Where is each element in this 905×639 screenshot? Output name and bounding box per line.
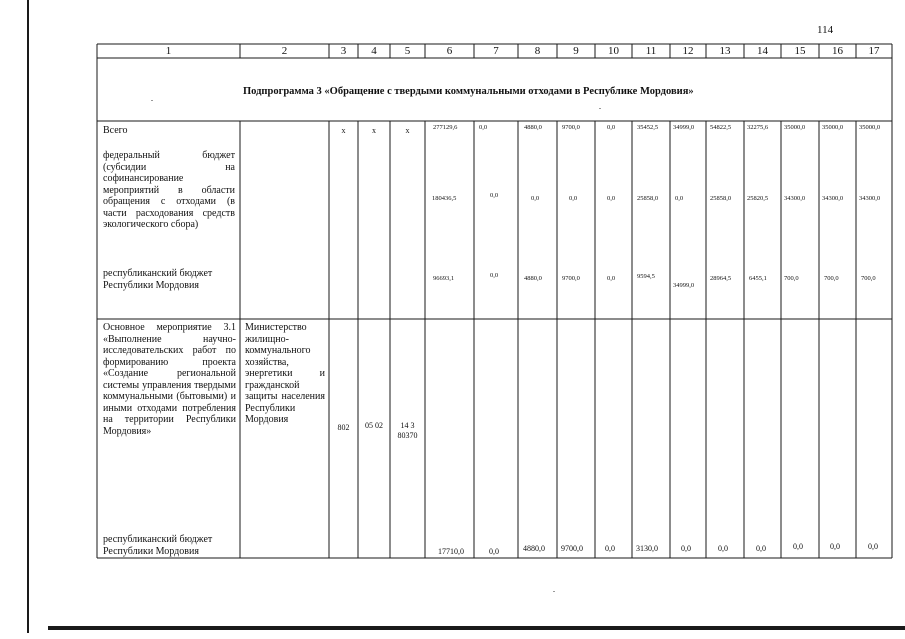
cell-federal-col9: 0,0 [569, 195, 578, 202]
cell-republican-col9: 9700,0 [562, 275, 580, 282]
column-header: 8 [534, 45, 541, 57]
row-label-measure-republican: республиканский бюджет Республики Мордовия [103, 534, 213, 557]
cell-republican-col13: 28964,5 [710, 275, 732, 282]
cell-total-col15: 35000,0 [784, 124, 806, 131]
column-header: 15 [794, 45, 806, 57]
cell-federal-col11: 25858,0 [637, 195, 659, 202]
cell-measure-rep-col12: 0,0 [681, 544, 691, 553]
cell-total-col3: х [341, 126, 346, 135]
cell-measure-rep-col14: 0,0 [756, 544, 766, 553]
cell-total-col4: х [372, 126, 376, 135]
cell-measure-rep-col17: 0,0 [868, 542, 878, 551]
cell-measure-rep-col13: 0,0 [718, 544, 728, 553]
cell-total-col16: 35000,0 [822, 124, 844, 131]
cell-federal-col14: 25820,5 [747, 195, 769, 202]
column-header: 5 [404, 45, 411, 57]
column-header: 16 [832, 45, 843, 57]
column-header: 6 [446, 45, 453, 57]
cell-measure-col5: 14 3 80370 [397, 421, 418, 440]
cell-federal-col10: 0,0 [607, 195, 616, 202]
cell-measure-rep-col7: 0,0 [489, 547, 499, 556]
cell-measure-rep-col11: 3130,0 [636, 544, 658, 553]
cell-republican-col16: 700,0 [824, 275, 839, 282]
cell-federal-col7: 0,0 [490, 192, 499, 199]
column-header: 12 [682, 45, 694, 57]
column-header: 1 [165, 45, 172, 57]
row-label-measure-3-1: Основное мероприятие 3.1 «Выполнение научно-исследовательских работ по формированию проекта «Создание региональной системы управления твердыми коммунальными (бытовыми) и иными отходами потребления на территории Республики Мордовия» [103, 322, 236, 437]
column-header: 13 [719, 45, 731, 57]
cell-total-col12: 34999,0 [673, 124, 695, 131]
cell-total-col11: 35452,5 [637, 124, 659, 131]
cell-republican-col8: 4880,0 [524, 275, 542, 282]
cell-total-col6: 277129,6 [433, 124, 458, 131]
column-header: 14 [757, 45, 768, 57]
cell-measure-rep-col16: 0,0 [830, 542, 840, 551]
cell-total-col17: 35000,0 [859, 124, 881, 131]
cell-measure-rep-col8: 4880,0 [523, 544, 545, 553]
cell-total-col13: 54822,5 [710, 124, 732, 131]
row-label-federal: федеральный бюджет (субсидии на софинансирование мероприятий в области обращения с отходами (в части расходования средств экологического сбора) [103, 150, 235, 230]
cell-measure-col3: 802 [337, 423, 350, 432]
cell-federal-col15: 34300,0 [784, 195, 806, 202]
cell-total-col7: 0,0 [479, 124, 488, 131]
cell-republican-col12: 34999,0 [673, 282, 695, 289]
column-header: 4 [371, 45, 377, 57]
cell-total-col9: 9700,0 [562, 124, 580, 131]
column-header: 2 [281, 45, 288, 57]
subprogram-title: Подпрограмма 3 «Обращение с твердыми коммунальными отходами в Республике Мордовия» [243, 86, 694, 97]
cell-federal-col16: 34300,0 [822, 195, 844, 202]
cell-republican-col14: 6455,1 [749, 275, 767, 282]
cell-federal-col17: 34300,0 [859, 195, 881, 202]
column-header: 7 [493, 45, 499, 57]
page-number: 114 [817, 24, 834, 36]
row-label-republican: республиканский бюджет Республики Мордовия [103, 268, 213, 291]
cell-republican-col7: 0,0 [490, 272, 499, 279]
cell-total-col5: х [405, 126, 410, 135]
cell-measure-rep-col10: 0,0 [605, 544, 615, 553]
cell-federal-col13: 25858,0 [710, 195, 732, 202]
cell-measure-rep-col6: 17710,0 [438, 547, 464, 556]
cell-total-col8: 4880,0 [524, 124, 542, 131]
cell-federal-col8: 0,0 [531, 195, 540, 202]
cell-federal-col6: 180436,5 [432, 195, 457, 202]
cell-republican-col11: 9594,5 [637, 273, 655, 280]
column-header: 9 [573, 45, 579, 57]
row-label-total: Всего [103, 125, 128, 136]
cell-measure-col4: 05 02 [365, 421, 383, 430]
cell-measure-rep-col9: 9700,0 [561, 544, 583, 553]
cell-federal-col12: 0,0 [675, 195, 684, 202]
cell-total-col14: 32275,6 [747, 124, 769, 131]
column-header: 17 [868, 45, 880, 57]
column-header: 10 [608, 45, 619, 57]
cell-measure-rep-col15: 0,0 [793, 542, 803, 551]
column-header: 11 [645, 45, 657, 57]
cell-republican-col10: 0,0 [607, 275, 616, 282]
executor-ministry: Министерство жилищно-коммунального хозяйства, энергетики и гражданской защиты населения Республики Мордовия [245, 322, 325, 425]
column-header: 3 [340, 45, 347, 57]
cell-total-col10: 0,0 [607, 124, 616, 131]
cell-republican-col6: 96693,1 [433, 275, 455, 282]
cell-republican-col17: 700,0 [861, 275, 876, 282]
cell-republican-col15: 700,0 [784, 275, 799, 282]
